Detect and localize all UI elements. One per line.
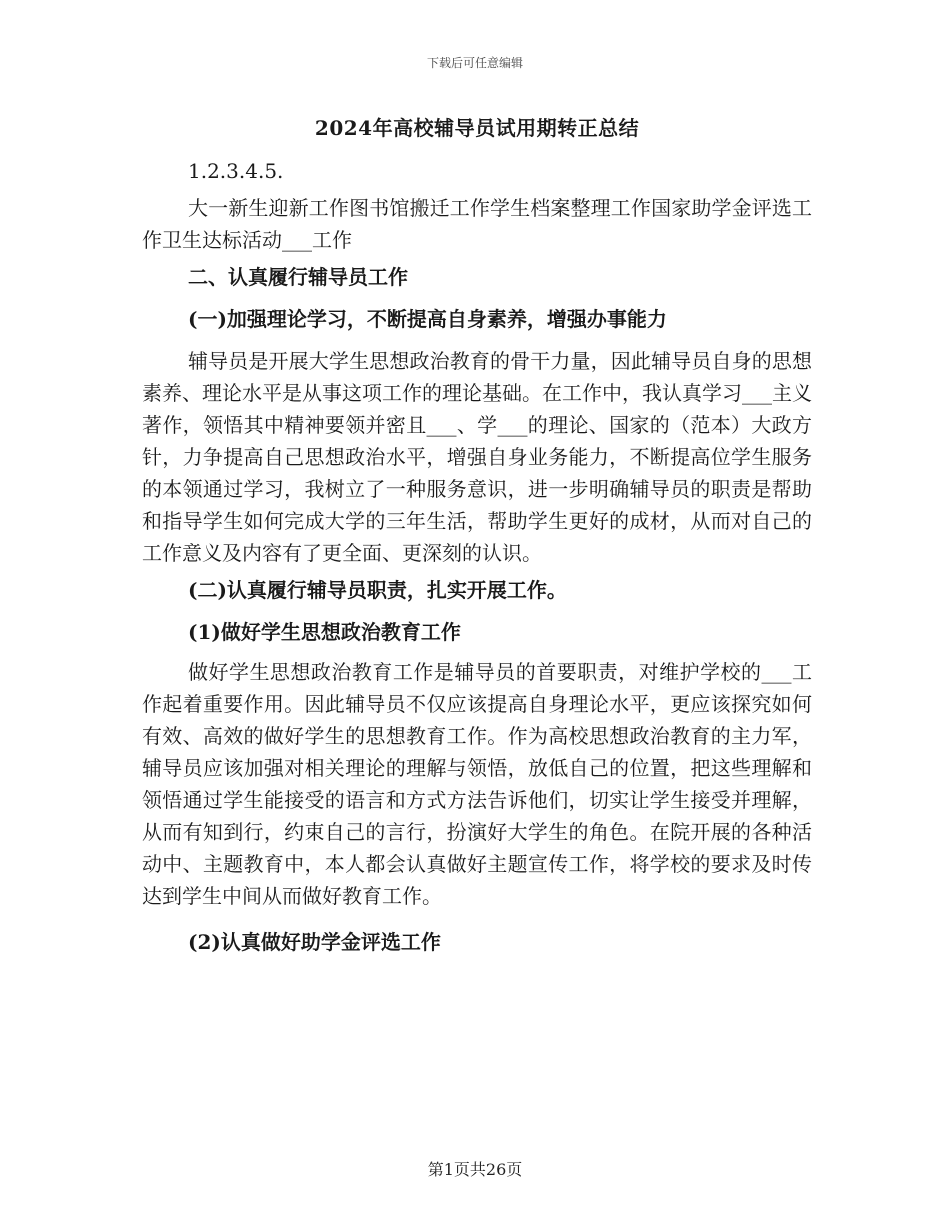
download-note: 下载后可任意编辑 bbox=[426, 56, 523, 70]
page-footer: 第1页共26页 bbox=[427, 1160, 523, 1179]
numbered-list: 1.2.3.4.5. bbox=[188, 159, 284, 183]
section-2-heading: 二、认真履行辅导员工作 bbox=[188, 265, 408, 289]
document-title: 2024年高校辅导员试用期转正总结 bbox=[314, 116, 640, 140]
item-1-heading: (1)做好学生思想政治教育工作 bbox=[188, 620, 461, 644]
item-1-paragraph: 做好学生思想政治教育工作是辅导员的首要职责，对维护学校的___工作起着重要作用。因此辅导员不仅应该提高自身理论水平，更应该探究如何有效、高效的做好学生的思想教育工作。作为高校思想政治教育的主力军，辅导员应该加强对相关理论的理解与领悟，放低自己的位置，把这些理解和领悟通过学生能接受的语言和方式方法告诉他们，切实让学生接受并理解，从而有知到行，约束自己的言行，扮演好大学生的角色。在院开展的各种活动中、主题教育中，本人都会认真做好主题宣传工作，将学校的要求及时传达到学生中间从而做好教育工作。 bbox=[142, 660, 812, 908]
document-body bbox=[142, 112, 812, 966]
subsection-1-paragraph: 辅导员是开展大学生思想政治教育的骨干力量，因此辅导员自身的思想素养、理论水平是从事这项工作的理论基础。在工作中，我认真学习___主义著作，领悟其中精神要领并密且___、学___的理论、国家的（范本）大政方针，力争提高自己思想政治水平，增强自身业务能力，不断提高位学生服务的本领通过学习，我树立了一种服务意识，进一步明确辅导员的职责是帮助和指导学生如何完成大学的三年生活，帮助学生更好的成材，从而对自己的工作意义及内容有了更全面、更深刻的认识。 bbox=[142, 349, 812, 565]
intro-paragraph: 大一新生迎新工作图书馆搬迁工作学生档案整理工作国家助学金评选工作卫生达标活动___工作 bbox=[142, 196, 812, 252]
subsection-1-heading: (一)加强理论学习，不断提高自身素养，增强办事能力 bbox=[188, 307, 667, 331]
subsection-2-heading: (二)认真履行辅导员职责，扎实开展工作。 bbox=[188, 578, 567, 602]
item-2-heading: (2)认真做好助学金评选工作 bbox=[188, 930, 441, 954]
